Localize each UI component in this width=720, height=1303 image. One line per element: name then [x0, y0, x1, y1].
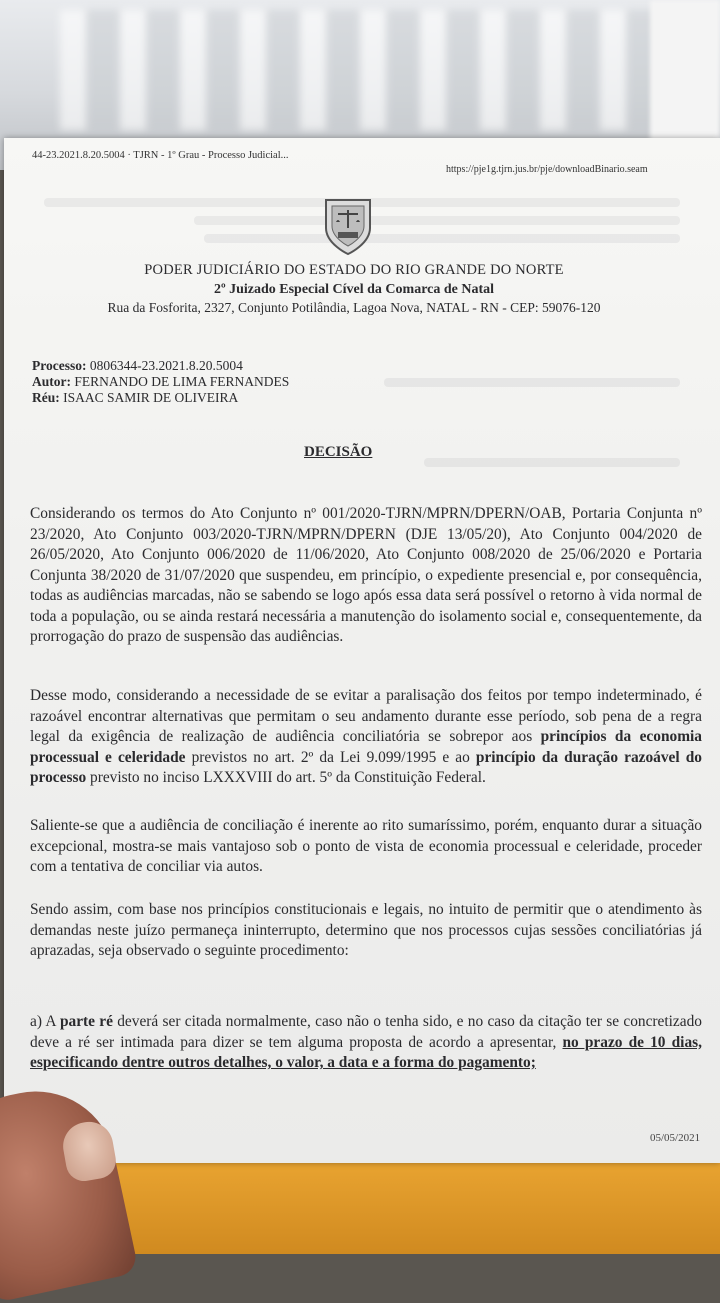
bleed-through-line	[384, 378, 680, 387]
item-a-party: parte ré	[59, 1013, 113, 1030]
p2-text-c: previstos no art. 2º da Lei 9.099/1995 e ao	[185, 748, 476, 766]
bleed-through-line	[204, 234, 680, 243]
paragraph-alternatives	[30, 686, 702, 789]
plaintiff-value: FERNANDO DE LIMA FERNANDES	[74, 374, 290, 389]
defendant-label: Réu:	[32, 390, 60, 405]
background-light	[650, 0, 720, 150]
item-a-text: deverá ser citada normalmente, caso não o tenha sido, e no caso da citação ter se concretizado deve a ré ser intimada para dizer se tem alguma proposta de acordo a apresentar,	[30, 1013, 702, 1051]
print-footer-date: 05/05/2021	[650, 1132, 701, 1144]
court-address: Rua da Fosforita, 2327, Conjunto Potilândia, Lagoa Nova, NATAL - RN - CEP: 59076-120	[107, 300, 601, 315]
paragraph-item-a	[30, 1012, 702, 1074]
item-a-prefix: a) A	[30, 1013, 60, 1030]
print-header-left: 44-23.2021.8.20.5004 · TJRN - 1º Grau - Processo Judicial...	[32, 150, 289, 161]
court-name: PODER JUDICIÁRIO DO ESTADO DO RIO GRANDE DO NORTE	[144, 262, 564, 278]
court-division: 2º Juizado Especial Cível da Comarca de Natal	[213, 282, 495, 297]
p2-text-e: previsto no inciso LXXXVIII do art. 5º da Constituição Federal.	[86, 769, 486, 786]
plaintiff-label: Autor:	[32, 374, 71, 389]
process-value: 0806344-23.2021.8.20.5004	[89, 358, 243, 373]
bleed-through-line	[194, 216, 680, 225]
item-a-deadline: no prazo de 10 dias, especificando dentre outros detalhes, o valor, a data e a forma do pagamento;	[30, 1033, 702, 1071]
bleed-through-line	[424, 458, 680, 467]
defendant-value: ISAAC SAMIR DE OLIVEIRA	[63, 390, 239, 405]
background-curtain	[60, 10, 660, 130]
plaintiff	[32, 374, 289, 390]
paragraph-procedure: Sendo assim, com base nos princípios constitucionais e legais, no intuito de permitir que o atendimento às demandas neste juízo permaneça ininterrupto, determino que nos processos cujas sessões conciliatórias já aprazadas, seja observado o seguinte procedimento:	[30, 901, 702, 959]
paragraph-conciliation: Saliente-se que a audiência de conciliação é inerente ao rito sumaríssimo, porém, enquanto durar a situação excepcional, mostra-se mais vantajoso sob o ponto de vista de economia processual e celeridade, proceder com a tentativa de conciliar via autos.	[30, 817, 702, 875]
process-number	[32, 358, 243, 374]
paragraph-considering: Considerando os termos do Ato Conjunto nº 001/2020-TJRN/MPRN/DPERN/OAB, Portaria Conjunta nº 23/2020, Ato Conjunto 003/2020-TJRN/MPRN/DPERN (DJE 13/05/20), Ato Conjunto 004/2020 de 26/05/2020, Ato Conjunto 006/2020 de 11/06/2020, Ato Conjunto 008/2020 de 25/06/2020 e Portaria Conjunta 38/2020 de 31/07/2020 que suspendeu, em princípio, o expediente presencial e, por consequência, todas as audiências marcadas, não se sabendo se logo após essa data será possível o retorno à vida normal de toda a população, ou se ainda restará necessária a manutenção do isolamento social e, consequentemente, da prorrogação do prazo de suspensão das audiências.	[30, 505, 702, 645]
p2-text-a: Desse modo, considerando a necessidade de se evitar a paralisação dos feitos por tempo indeterminado, é razoável encontrar alternativas que permitam o seu andamento durante esse período, sob pena de a regra legal da exigência de realização de audiência conciliatória se sobrepor aos	[30, 687, 702, 745]
court-emblem-icon	[320, 194, 376, 258]
print-header-url: https://pje1g.tjrn.jus.br/pje/downloadBinario.seam	[446, 164, 648, 175]
p2-bold-duration: princípio da duração razoável do processo	[30, 748, 702, 786]
process-label: Processo:	[32, 358, 87, 373]
document-page	[4, 138, 720, 1163]
defendant	[32, 390, 238, 406]
p2-bold-principles: princípios da economia processual e celeridade	[30, 728, 702, 766]
decision-title: DECISÃO	[304, 444, 373, 460]
